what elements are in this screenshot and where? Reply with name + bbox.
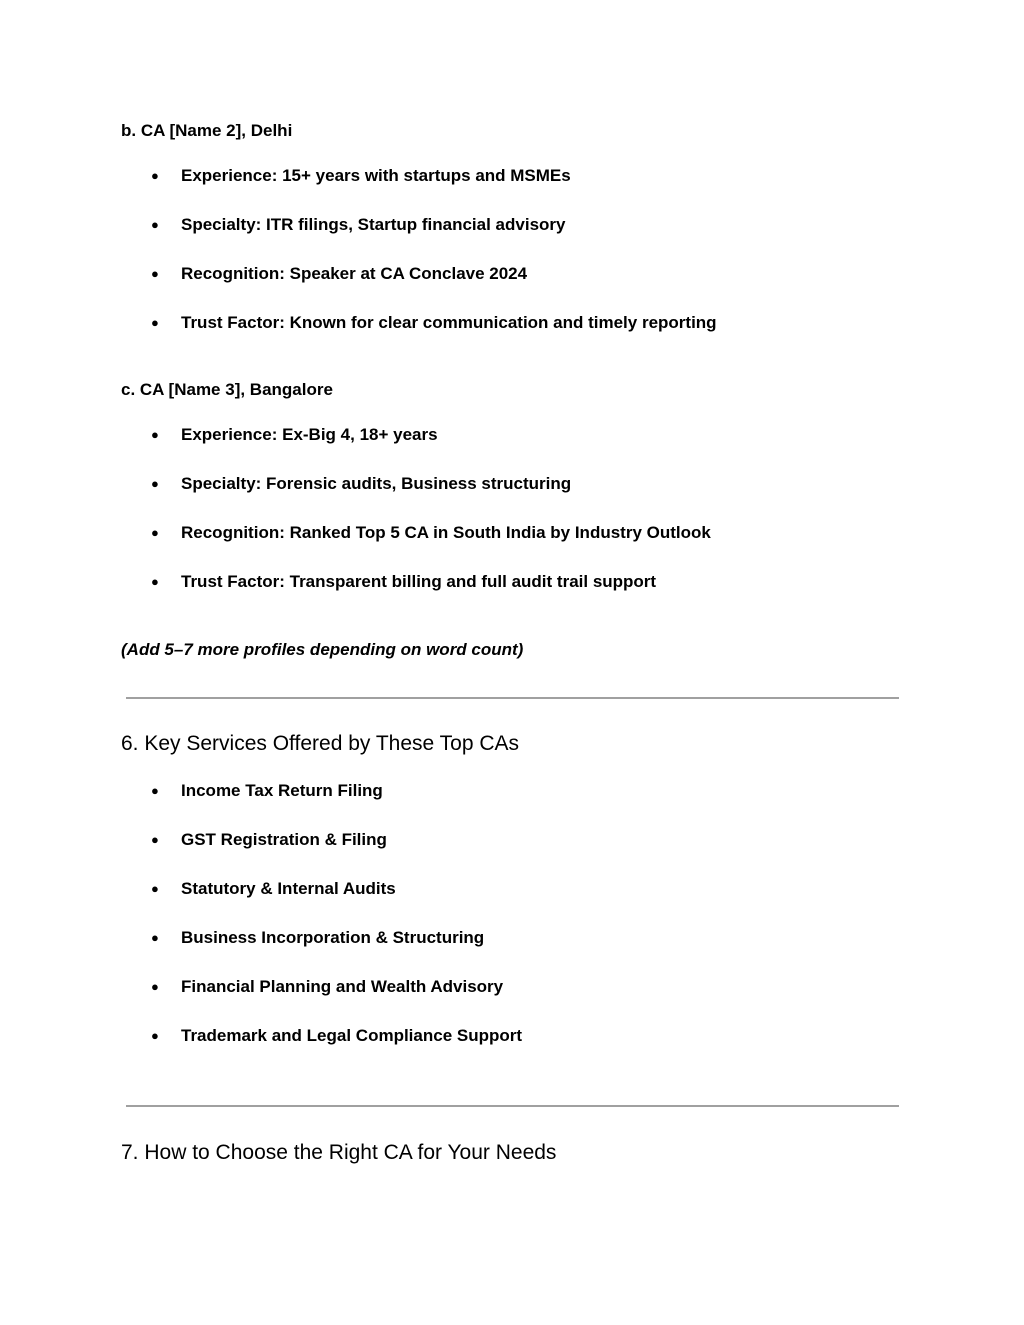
profile-heading: b. CA [Name 2], Delhi [121,121,293,140]
profile-heading: c. CA [Name 3], Bangalore [121,380,333,399]
list-item-text: Financial Planning and Wealth Advisory [181,977,504,996]
bullet-icon: ● [151,979,159,994]
section-heading: 7. How to Choose the Right CA for Your Needs [121,1141,557,1164]
bullet-icon: ● [151,832,159,847]
list-item-text: Trademark and Legal Compliance Support [181,1026,523,1045]
bullet-icon: ● [151,315,159,330]
list-item-text: Income Tax Return Filing [181,781,383,800]
list-item-text: Trust Factor: Transparent billing and full audit trail support [181,572,657,591]
list-item-text: Recognition: Ranked Top 5 CA in South India by Industry Outlook [181,523,711,542]
list-item-text: Specialty: Forensic audits, Business structuring [181,474,572,493]
list-item-text: Specialty: ITR filings, Startup financial advisory [181,215,566,234]
bullet-icon: ● [151,574,159,589]
bullet-icon: ● [151,427,159,442]
list-item-text: GST Registration & Filing [181,830,387,849]
list-item-text: Recognition: Speaker at CA Conclave 2024 [181,264,528,283]
editor-note: (Add 5–7 more profiles depending on word count) [121,640,524,659]
section-heading: 6. Key Services Offered by These Top CAs [121,732,520,755]
bullet-icon: ● [151,217,159,232]
bullet-icon: ● [151,1028,159,1043]
list-item-text: Business Incorporation & Structuring [181,928,485,947]
bullet-icon: ● [151,881,159,896]
bullet-icon: ● [151,930,159,945]
horizontal-divider [126,697,899,699]
bullet-icon: ● [151,783,159,798]
horizontal-divider [126,1105,899,1107]
bullet-icon: ● [151,476,159,491]
list-item-text: Trust Factor: Known for clear communication and timely reporting [181,313,717,332]
list-item-text: Statutory & Internal Audits [181,879,396,898]
list-item-text: Experience: 15+ years with startups and MSMEs [181,166,571,185]
bullet-icon: ● [151,168,159,183]
bullet-icon: ● [151,525,159,540]
list-item-text: Experience: Ex-Big 4, 18+ years [181,425,438,444]
bullet-icon: ● [151,266,159,281]
